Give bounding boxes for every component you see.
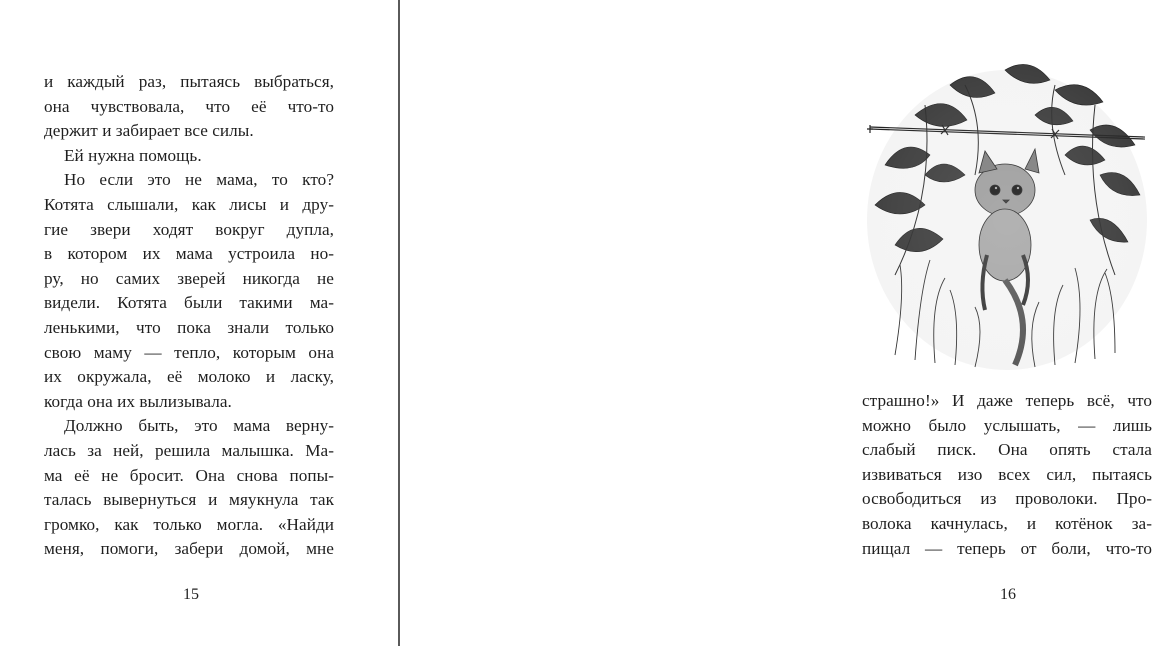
text-line: Ей нужна помощь.: [64, 145, 202, 165]
text-line: их окружала, её молоко и ласку,: [44, 367, 334, 387]
text-line: ру, но самих зверей никогда не: [44, 268, 334, 288]
text-line: Должно быть, это мама верну-: [64, 416, 334, 436]
text-line: когда она их вылизывала.: [44, 391, 232, 411]
right-page: [400, 0, 1152, 646]
text-line: громко, как только могла. «Найди: [44, 514, 334, 534]
left-page: [0, 0, 400, 646]
text-line: меня, помоги, забери домой, мне: [44, 539, 334, 559]
text-line: страшно!» И даже теперь всё, что: [862, 391, 1152, 410]
page-number-left: 15: [183, 586, 199, 603]
text-line: пищал — теперь от боли, что-то: [862, 538, 1152, 558]
kitten-in-brambles-illustration: [855, 45, 1160, 375]
text-line: она чувствовала, что её что-то: [44, 96, 334, 116]
text-line: ленькими, что пока знали только: [44, 317, 334, 337]
text-line: Котята слышали, как лисы и дру-: [44, 194, 334, 214]
text-line: видели. Котята были такими ма-: [44, 293, 334, 313]
book-gutter: [398, 0, 400, 646]
text-line: извиваться изо всех сил, пытаясь: [862, 464, 1152, 484]
text-line: ма её не бросит. Она снова попы-: [44, 465, 334, 485]
text-line: Но если это не мама, то кто?: [64, 170, 334, 190]
text-line: слабый писк. Она опять стала: [862, 440, 1152, 460]
left-page-text: [44, 70, 334, 562]
text-line: свою маму — тепло, которым она: [44, 342, 334, 362]
text-line: в котором их мама устроила но-: [44, 244, 334, 264]
text-line: можно было услышать, — лишь: [862, 415, 1152, 435]
text-line: волока качнулась, и котёнок за-: [862, 513, 1152, 533]
text-line: и каждый раз, пытаясь выбраться,: [44, 72, 334, 91]
text-line: гие звери ходят вокруг дупла,: [44, 219, 334, 239]
text-line: лась за ней, решила малышка. Ма-: [44, 440, 334, 460]
right-page-text: [862, 389, 1152, 561]
text-line: держит и забирает все силы.: [44, 121, 254, 141]
page-number-right: 16: [1000, 586, 1016, 603]
text-line: освободиться из проволоки. Про-: [862, 489, 1152, 509]
text-line: талась вывернуться и мяукнула так: [44, 490, 334, 510]
